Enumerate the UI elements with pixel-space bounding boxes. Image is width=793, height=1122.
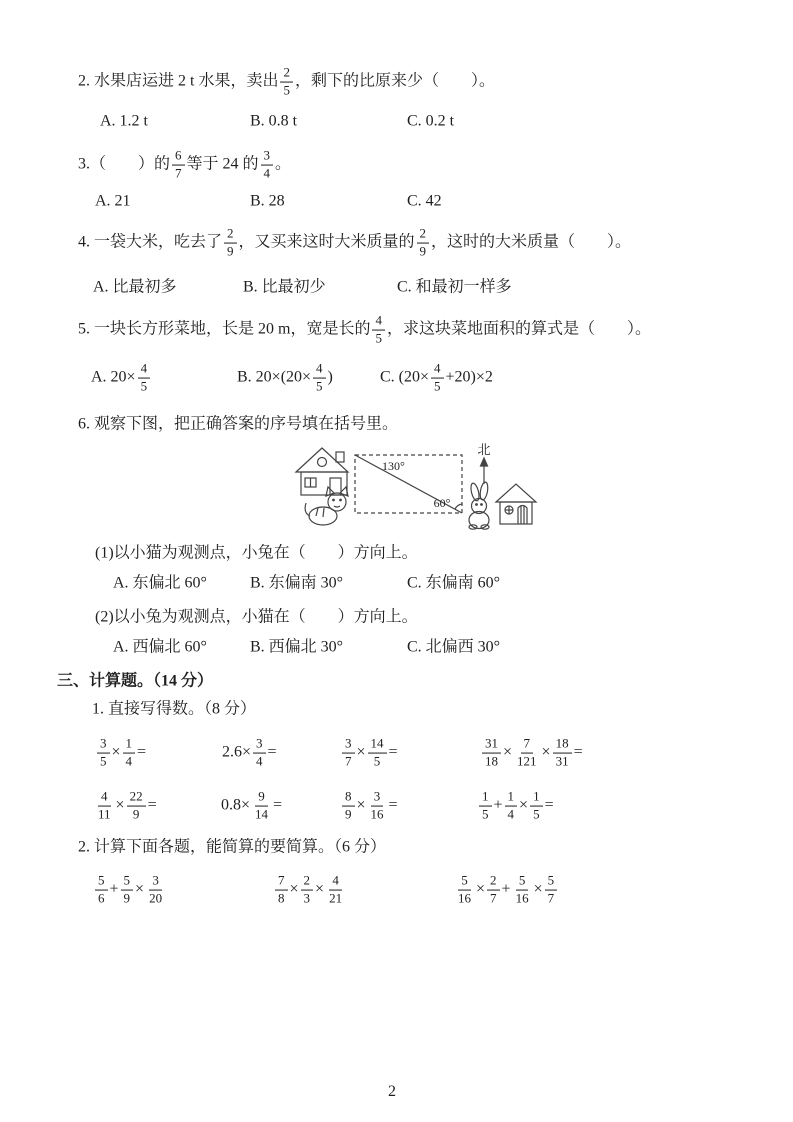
question-3-option-c: C. 42 xyxy=(407,192,442,210)
section-3-part-1-label: 1. 直接写得数。（8 分） xyxy=(92,700,257,718)
fraction: $\frac{2}{3}$ xyxy=(301,874,314,907)
calc-expression: $\frac{4}{11}$ × $\frac{22}{9}$ = xyxy=(93,789,157,824)
fraction: $\frac{5}{16}$ xyxy=(458,872,471,906)
fraction: $\frac{2}{9}$ xyxy=(417,227,430,260)
rabbit-house-drawing xyxy=(496,484,536,524)
fraction: $\frac{8}{9}$ xyxy=(342,790,355,823)
fraction: $\frac{1}{5}$ xyxy=(479,790,492,823)
question-4-option-b: B. 比最初少 xyxy=(243,278,326,296)
calc-expression: $\frac{1}{5}$ + $\frac{1}{4}$ × $\frac{1}{5}$ = xyxy=(477,789,554,824)
fraction: $\frac{18}{31}$ xyxy=(553,737,572,770)
question-6-2-text: (2)以小兔为观测点，小猫在（ ）方向上。 xyxy=(95,608,418,626)
fraction: $\frac{4}{5}$ xyxy=(138,362,151,395)
rabbit-drawing xyxy=(469,482,489,530)
question-6-2-option-b: B. 西偏北 30° xyxy=(250,638,344,656)
section-3-heading: 三、计算题。（14 分） xyxy=(57,672,214,690)
calc-expression: $\frac{3}{7}$ × $\frac{14}{5}$ = xyxy=(340,736,398,771)
fraction: $\frac{4}{21}$ xyxy=(329,872,343,906)
fraction: $\frac{3}{20}$ xyxy=(149,872,163,906)
question-5-text: 5. 一块长方形菜地，长是 20 m，宽是长的 $\frac{4}{5}$ ，求这块菜地面积的算式是（ ）。 xyxy=(78,312,651,346)
calc-expression: $\frac{5}{16}$ × $\frac{2}{7}$ + $\frac{5}{16}$ × $\frac{5}{7}$ xyxy=(453,873,559,908)
fraction: $\frac{2}{7}$ xyxy=(487,874,500,907)
cat-house-drawing xyxy=(296,448,348,495)
north-arrow-icon xyxy=(481,458,488,484)
fraction: $\frac{5}{16}$ xyxy=(515,872,529,906)
question-5-option-b: B. 20×(20× $\frac{4}{5}$ ) xyxy=(237,360,333,394)
angle-130-label: 130° xyxy=(382,459,405,473)
fraction: $\frac{7}{121}$ xyxy=(517,735,537,769)
fraction: $\frac{9}{14}$ xyxy=(255,788,269,822)
fraction: $\frac{3}{16}$ xyxy=(370,788,384,822)
angle-arc xyxy=(455,504,462,509)
question-6-1-option-a: A. 东偏北 60° xyxy=(113,574,207,592)
fraction: $\frac{7}{8}$ xyxy=(275,874,288,907)
question-6-2-option-c: C. 北偏西 30° xyxy=(407,638,501,656)
section-3-part-2-label: 2. 计算下面各题，能简算的要简算。（6 分） xyxy=(78,838,387,856)
question-6-1-option-b: B. 东偏南 30° xyxy=(250,574,344,592)
fraction: $\frac{2}{5}$ xyxy=(280,66,293,99)
fraction: $\frac{3}{4}$ xyxy=(261,149,274,182)
fraction: $\frac{4}{11}$ xyxy=(98,788,111,822)
question-2-option-a: A. 1.2 t xyxy=(100,112,148,130)
angle-60-label: 60° xyxy=(433,496,451,510)
question-6-1-text: (1)以小猫为观测点，小兔在（ ）方向上。 xyxy=(95,544,418,562)
calc-expression: $\frac{5}{6}$ + $\frac{5}{9}$ × $\frac{3}{20}$ xyxy=(93,873,167,908)
fraction: $\frac{4}{5}$ xyxy=(431,362,444,395)
calc-expression: 0.8× $\frac{9}{14}$ = xyxy=(221,788,283,822)
fraction: $\frac{5}{9}$ xyxy=(121,874,134,907)
question-2-option-c: C. 0.2 t xyxy=(407,112,455,130)
fraction: $\frac{4}{5}$ xyxy=(372,314,385,347)
fraction: $\frac{6}{7}$ xyxy=(172,149,185,182)
fraction: $\frac{5}{7}$ xyxy=(545,874,558,907)
question-6-2-option-a: A. 西偏北 60° xyxy=(113,638,207,656)
question-3-option-a: A. 21 xyxy=(95,192,131,210)
fraction: $\frac{3}{4}$ xyxy=(253,737,266,770)
question-4-text: 4. 一袋大米，吃去了 $\frac{2}{9}$ ，又买来这时大米质量的 $\frac{2}{9}$ ，这时的大米质量（ ）。 xyxy=(78,225,632,259)
fraction: $\frac{5}{6}$ xyxy=(95,874,108,907)
question-4-option-c: C. 和最初一样多 xyxy=(397,278,512,296)
calc-expression: $\frac{31}{18}$ × $\frac{7}{121}$ × $\frac{18}{31}$ = xyxy=(480,736,583,771)
question-3-option-b: B. 28 xyxy=(250,192,285,210)
fraction: $\frac{4}{5}$ xyxy=(313,362,326,395)
question-3-text: 3.（ ）的 $\frac{6}{7}$ 等于 24 的 $\frac{3}{4}$ 。 xyxy=(78,147,292,181)
fraction: $\frac{1}{5}$ xyxy=(530,790,543,823)
fraction: $\frac{3}{5}$ xyxy=(97,737,110,770)
fraction: $\frac{31}{18}$ xyxy=(482,737,501,770)
direction-diagram xyxy=(290,436,550,536)
fraction: $\frac{3}{7}$ xyxy=(342,737,355,770)
calc-expression: $\frac{7}{8}$ × $\frac{2}{3}$ × $\frac{4}{21}$ xyxy=(273,873,347,908)
question-5-option-a: A. 20× $\frac{4}{5}$ xyxy=(91,361,152,396)
question-6-text: 6. 观察下图，把正确答案的序号填在括号里。 xyxy=(78,415,399,433)
calc-expression: $\frac{8}{9}$ × $\frac{3}{16}$ = xyxy=(340,789,398,824)
question-5-option-c: C. (20× $\frac{4}{5}$ +20)×2 xyxy=(380,360,493,394)
fraction: $\frac{2}{9}$ xyxy=(224,227,237,260)
fraction: $\frac{14}{5}$ xyxy=(368,737,387,770)
question-4-option-a: A. 比最初多 xyxy=(93,278,177,296)
question-2-text: 2. 水果店运进 2 t 水果，卖出 $\frac{2}{5}$ ，剩下的比原来少（ ）。 xyxy=(78,64,495,98)
question-2-option-b: B. 0.8 t xyxy=(250,112,298,130)
fraction: $\frac{1}{4}$ xyxy=(123,737,136,770)
north-label: 北 xyxy=(477,442,491,457)
question-6-1-option-c: C. 东偏南 60° xyxy=(407,574,501,592)
fraction: $\frac{1}{4}$ xyxy=(505,790,518,823)
fraction: $\frac{22}{9}$ xyxy=(127,790,146,823)
page-number: 2 xyxy=(388,1083,396,1100)
calc-expression: $\frac{3}{5}$ × $\frac{1}{4}$ = xyxy=(95,736,146,771)
calc-expression: 2.6× $\frac{3}{4}$ = xyxy=(222,735,277,769)
